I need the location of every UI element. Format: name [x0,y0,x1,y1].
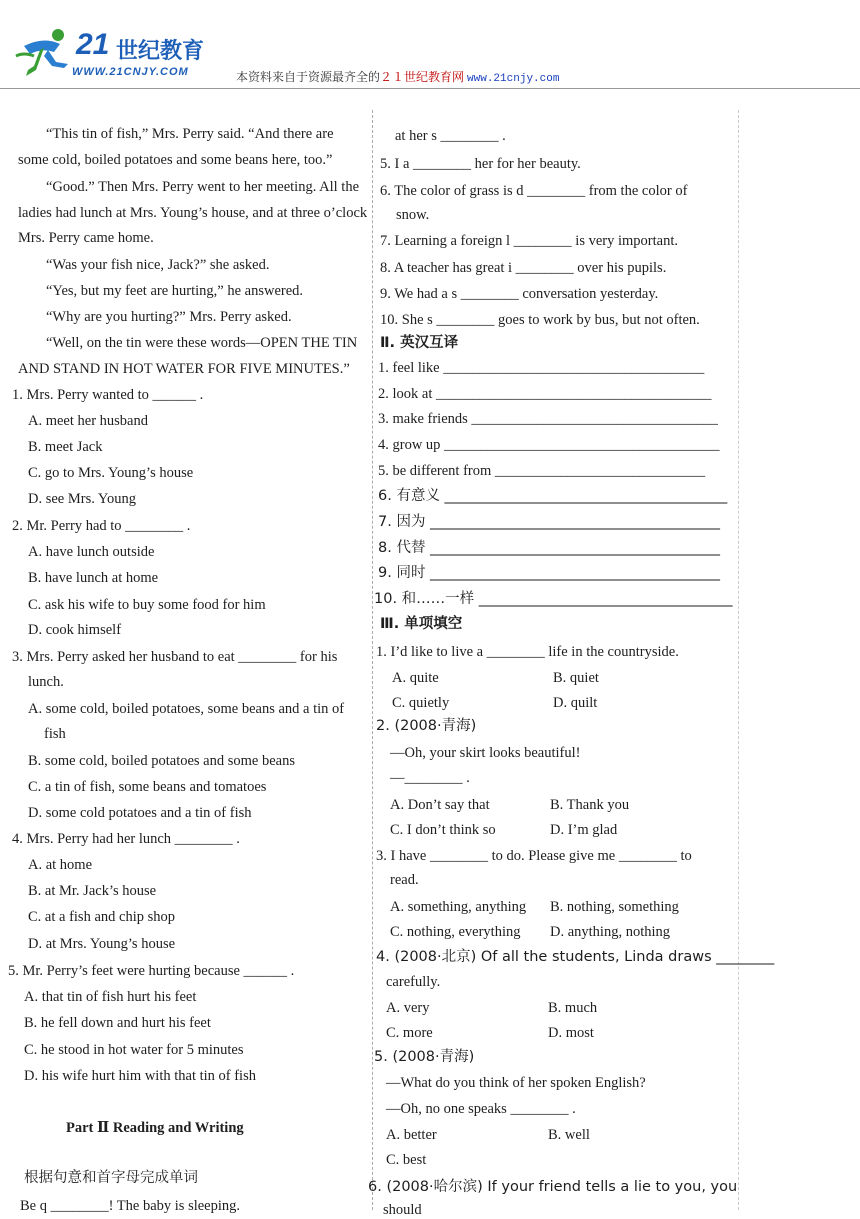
right-line: 8. 代替 ________________________________________ [378,540,721,556]
left-line: B. he fell down and hurt his feet [24,1015,211,1031]
left-line: “Why are you hurting?” Mrs. Perry asked. [46,309,292,325]
left-line: C. ask his wife to buy some food for him [28,597,266,613]
left-line: B. meet Jack [28,439,103,455]
right-line: 5. be different from _____________________________ [378,463,706,479]
left-line: “Well, on the tin were these words—OPEN THE TIN [46,335,358,351]
left-line: 根据句意和首字母完成单词 [24,1170,198,1186]
right-line: 9. 同时 ________________________________________ [378,565,721,581]
running-figure-icon [14,26,76,78]
right-line: —What do you think of her spoken English? [386,1075,646,1091]
right-line: —Oh, your skirt looks beautiful! [390,745,581,761]
left-line: fish [44,726,66,742]
right-line: 6. The color of grass is d ________ from the color of [380,183,688,199]
right-line: A. very [386,1000,430,1016]
right-line: C. more [386,1025,433,1041]
left-line: Be q ________! The baby is sleeping. [20,1198,241,1214]
left-line: D. cook himself [28,622,122,638]
right-line: at her s ________ . [395,128,506,144]
right-line: 3. make friends __________________________________ [378,411,718,427]
left-line: C. go to Mrs. Young’s house [28,465,194,481]
right-line: —Oh, no one speaks ________ . [386,1101,576,1117]
header-note-prefix: 本资料来自于资源最齐全的 [236,70,381,84]
left-line: Mrs. Perry came home. [18,230,154,246]
right-line: 7. 因为 ________________________________________ [378,514,721,530]
header-note-link[interactable]: www.21cnjy.com [467,73,560,85]
right-line: 7. Learning a foreign l ________ is very important. [380,233,678,249]
right-line: carefully. [386,974,441,990]
left-line: “Yes, but my feet are hurting,” he answered. [46,283,304,299]
right-line: D. anything, nothing [550,924,671,940]
left-line: C. at a fish and chip shop [28,909,175,925]
left-line: 3. Mrs. Perry asked her husband to eat ________ for his [12,649,338,665]
right-line: 8. A teacher has great i ________ over his pupils. [380,260,667,276]
right-line: 1. feel like ____________________________________ [378,360,705,376]
right-line: Ⅱ. 英汉互译 [380,335,459,351]
left-line: A. that tin of fish hurt his feet [24,989,197,1005]
site-logo [10,22,210,82]
right-line: Ⅲ. 单项填空 [380,616,463,632]
left-line: AND STAND IN HOT WATER FOR FIVE MINUTES.” [18,361,350,377]
right-line: B. Thank you [550,797,630,813]
left-line: “This tin of fish,” Mrs. Perry said. “And there are [46,126,334,142]
left-line: 2. Mr. Perry had to ________ . [12,518,191,534]
right-line: C. I don’t think so [390,822,496,838]
left-line: A. meet her husband [28,413,148,429]
right-line: C. quietly [392,695,450,711]
header-divider [0,88,860,89]
logo-brand: 世纪教育 [116,39,205,64]
right-line: —________ . [390,770,470,786]
right-line: 4. (2008·北京) Of all the students, Linda draws ________ [376,949,775,965]
right-line: D. I’m glad [550,822,618,838]
right-line: 10. She s ________ goes to work by bus, but not often. [380,312,700,328]
left-line: Part Ⅱ Reading and Writing [66,1120,244,1136]
left-line: B. at Mr. Jack’s house [28,883,157,899]
header-note [236,68,559,85]
left-line: D. see Mrs. Young [28,491,136,507]
right-line: 6. (2008·哈尔滨) If your friend tells a lie to you, you [368,1179,738,1195]
left-line: 5. Mr. Perry’s feet were hurting because ______ . [8,963,295,979]
left-line: A. some cold, boiled potatoes, some beans and a tin of [28,701,345,717]
left-line: lunch. [28,674,64,690]
left-line: C. he stood in hot water for 5 minutes [24,1042,244,1058]
left-line: D. his wife hurt him with that tin of fish [24,1068,256,1084]
left-line: 1. Mrs. Perry wanted to ______ . [12,387,204,403]
left-line: C. a tin of fish, some beans and tomatoes [28,779,267,795]
left-line: D. some cold potatoes and a tin of fish [28,805,252,821]
right-line: A. quite [392,670,439,686]
right-edge-rule [738,110,739,1210]
right-line: 1. I’d like to live a ________ life in the countryside. [376,644,679,660]
right-line: A. Don’t say that [390,797,490,813]
right-line: 2. look at ______________________________________ [378,386,712,402]
right-line: A. better [386,1127,437,1143]
right-line: 3. I have ________ to do. Please give me ________ to [376,848,692,864]
right-line: B. quiet [553,670,599,686]
header-note-brand: ２１世纪教育网 [380,70,465,84]
left-line: “Was your fish nice, Jack?” she asked. [46,257,270,273]
right-line: 5. (2008·青海) [374,1049,475,1065]
left-line: D. at Mrs. Young’s house [28,936,176,952]
left-line: ladies had lunch at Mrs. Young’s house, and at three o’clock [18,205,368,221]
logo-number: 21 [76,28,110,61]
right-line: D. quilt [553,695,598,711]
right-line: C. best [386,1152,427,1168]
right-line: B. well [548,1127,590,1143]
right-line: should [383,1202,422,1218]
right-line: read. [390,872,419,888]
left-line: A. at home [28,857,93,873]
right-line: 5. I a ________ her for her beauty. [380,156,581,172]
left-line: “Good.” Then Mrs. Perry went to her meeting. All the [46,179,360,195]
right-line: 9. We had a s ________ conversation yesterday. [380,286,659,302]
left-line: some cold, boiled potatoes and some beans here, too.” [18,152,333,168]
right-line: 6. 有意义 _______________________________________ [378,488,728,504]
right-line: D. most [548,1025,594,1041]
right-line: 4. grow up ______________________________________ [378,437,720,453]
right-line: snow. [396,207,430,223]
right-line: C. nothing, everything [390,924,521,940]
right-line: B. nothing, something [550,899,679,915]
left-line: A. have lunch outside [28,544,155,560]
logo-url: WWW.21CNJY.COM [72,66,189,78]
right-line: B. much [548,1000,598,1016]
column-divider [372,110,373,1210]
right-line: 2. (2008·青海) [376,718,477,734]
left-line: 4. Mrs. Perry had her lunch ________ . [12,831,240,847]
right-line: A. something, anything [390,899,527,915]
left-line: B. have lunch at home [28,570,159,586]
left-line: B. some cold, boiled potatoes and some beans [28,753,295,769]
right-line: 10. 和……一样 ___________________________________ [374,591,733,607]
